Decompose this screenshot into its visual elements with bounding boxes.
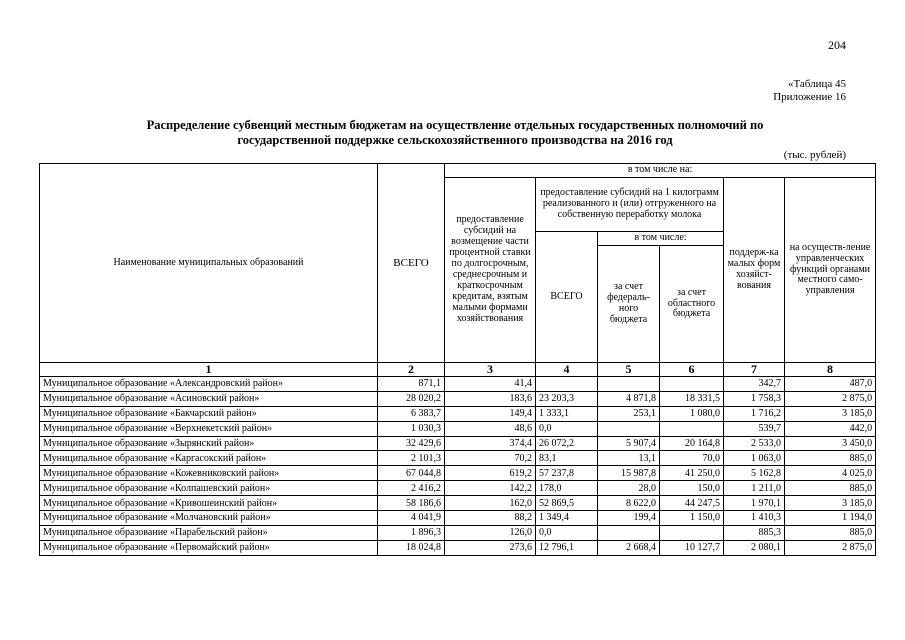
milk-total-cell bbox=[536, 377, 598, 392]
interest-cell: 48,6 bbox=[445, 421, 536, 436]
milk-total-cell: 23 203,3 bbox=[536, 391, 598, 406]
header-interest-subsidy: предоставление субсидий на возмещение части процентной ставки по долгосрочным, среднесрочным и краткосрочным кредитам, взятым малыми формами хозяйствования bbox=[445, 178, 536, 363]
small-forms-cell: 1 970,1 bbox=[724, 496, 785, 511]
milk-total-cell: 0,0 bbox=[536, 525, 598, 540]
small-forms-cell: 1 211,0 bbox=[724, 481, 785, 496]
table-row bbox=[40, 406, 876, 421]
table-row bbox=[40, 511, 876, 526]
regional-cell bbox=[660, 377, 724, 392]
table-row bbox=[40, 391, 876, 406]
milk-total-cell: 83,1 bbox=[536, 451, 598, 466]
municipality-cell: Муниципальное образование «Каргасокский район» bbox=[40, 451, 378, 466]
milk-total-cell: 12 796,1 bbox=[536, 540, 598, 555]
federal-cell: 199,4 bbox=[598, 511, 660, 526]
table-row bbox=[40, 466, 876, 481]
management-cell: 885,0 bbox=[785, 525, 876, 540]
management-cell: 3 185,0 bbox=[785, 496, 876, 511]
municipality-cell: Муниципальное образование «Парабельский район» bbox=[40, 525, 378, 540]
municipality-cell: Муниципальное образование «Кожевниковский район» bbox=[40, 466, 378, 481]
title-line-1: Распределение субвенций местным бюджетам на осуществление отдельных государственных полномочий по bbox=[146, 118, 764, 132]
header-milk-including: в том числе: bbox=[598, 232, 724, 246]
management-cell: 885,0 bbox=[785, 451, 876, 466]
interest-cell: 88,2 bbox=[445, 511, 536, 526]
header-milk-total: ВСЕГО bbox=[536, 232, 598, 363]
municipality-cell: Муниципальное образование «Кривошеинский район» bbox=[40, 496, 378, 511]
management-cell: 885,0 bbox=[785, 481, 876, 496]
column-number: 1 bbox=[40, 363, 378, 377]
federal-cell: 15 987,8 bbox=[598, 466, 660, 481]
municipality-cell: Муниципальное образование «Верхнекетский район» bbox=[40, 421, 378, 436]
column-number-row bbox=[40, 363, 876, 377]
regional-cell: 70,0 bbox=[660, 451, 724, 466]
header-regional: за счет областного бюджета bbox=[660, 246, 724, 363]
federal-cell bbox=[598, 377, 660, 392]
management-cell: 3 450,0 bbox=[785, 436, 876, 451]
interest-cell: 70,2 bbox=[445, 451, 536, 466]
municipality-cell: Муниципальное образование «Асиновский район» bbox=[40, 391, 378, 406]
total-cell: 2 416,2 bbox=[378, 481, 445, 496]
municipality-cell: Муниципальное образование «Зырянский район» bbox=[40, 436, 378, 451]
header-small-forms: поддерж-ка малых форм хозяйст-вования bbox=[724, 178, 785, 363]
total-cell: 18 024,8 bbox=[378, 540, 445, 555]
management-cell: 4 025,0 bbox=[785, 466, 876, 481]
management-cell: 442,0 bbox=[785, 421, 876, 436]
total-cell: 58 186,6 bbox=[378, 496, 445, 511]
small-forms-cell: 2 533,0 bbox=[724, 436, 785, 451]
federal-cell: 13,1 bbox=[598, 451, 660, 466]
milk-total-cell: 0,0 bbox=[536, 421, 598, 436]
management-cell: 487,0 bbox=[785, 377, 876, 392]
column-number: 5 bbox=[598, 363, 660, 377]
federal-cell: 8 622,0 bbox=[598, 496, 660, 511]
milk-total-cell: 57 237,8 bbox=[536, 466, 598, 481]
column-number: 4 bbox=[536, 363, 598, 377]
municipality-cell: Муниципальное образование «Первомайский район» bbox=[40, 540, 378, 555]
municipality-cell: Муниципальное образование «Молчановский район» bbox=[40, 511, 378, 526]
header-municipality: Наименование муниципальных образований bbox=[40, 164, 378, 363]
table-row bbox=[40, 496, 876, 511]
page-number: 204 bbox=[828, 38, 846, 52]
units-label: (тыс. рублей) bbox=[783, 149, 846, 161]
header-including: в том числе на: bbox=[445, 164, 876, 178]
table-row bbox=[40, 377, 876, 392]
milk-total-cell: 26 072,2 bbox=[536, 436, 598, 451]
interest-cell: 41,4 bbox=[445, 377, 536, 392]
small-forms-cell: 5 162,8 bbox=[724, 466, 785, 481]
regional-cell: 18 331,5 bbox=[660, 391, 724, 406]
regional-cell: 150,0 bbox=[660, 481, 724, 496]
regional-cell bbox=[660, 525, 724, 540]
milk-total-cell: 1 349,4 bbox=[536, 511, 598, 526]
column-number: 2 bbox=[378, 363, 445, 377]
management-cell: 3 185,0 bbox=[785, 406, 876, 421]
federal-cell: 4 871,8 bbox=[598, 391, 660, 406]
federal-cell: 28,0 bbox=[598, 481, 660, 496]
table-row bbox=[40, 421, 876, 436]
table-row bbox=[40, 540, 876, 555]
interest-cell: 183,6 bbox=[445, 391, 536, 406]
regional-cell: 1 080,0 bbox=[660, 406, 724, 421]
document-title bbox=[80, 118, 830, 148]
header-federal: за счет федераль-ного бюджета bbox=[598, 246, 660, 363]
milk-total-cell: 178,0 bbox=[536, 481, 598, 496]
regional-cell: 41 250,0 bbox=[660, 466, 724, 481]
small-forms-cell: 1 716,2 bbox=[724, 406, 785, 421]
total-cell: 6 383,7 bbox=[378, 406, 445, 421]
subsidy-table bbox=[39, 163, 876, 556]
small-forms-cell: 1 758,3 bbox=[724, 391, 785, 406]
small-forms-cell: 2 080,1 bbox=[724, 540, 785, 555]
interest-cell: 142,2 bbox=[445, 481, 536, 496]
small-forms-cell: 539,7 bbox=[724, 421, 785, 436]
total-cell: 67 044,8 bbox=[378, 466, 445, 481]
header-total: ВСЕГО bbox=[378, 164, 445, 363]
municipality-cell: Муниципальное образование «Колпашевский район» bbox=[40, 481, 378, 496]
management-cell: 1 194,0 bbox=[785, 511, 876, 526]
table-caption: «Таблица 45 bbox=[787, 78, 846, 90]
title-line-2: государственной поддержке сельскохозяйственного производства на 2016 год bbox=[237, 133, 673, 147]
table-row bbox=[40, 525, 876, 540]
column-number: 6 bbox=[660, 363, 724, 377]
interest-cell: 273,6 bbox=[445, 540, 536, 555]
management-cell: 2 875,0 bbox=[785, 540, 876, 555]
header-milk-subsidy: предоставление субсидий на 1 килограмм реализованного и (или) отгруженного на собственную переработку молока bbox=[536, 178, 724, 232]
small-forms-cell: 342,7 bbox=[724, 377, 785, 392]
total-cell: 2 101,3 bbox=[378, 451, 445, 466]
appendix-caption: Приложение 16 bbox=[773, 91, 846, 103]
small-forms-cell: 1 063,0 bbox=[724, 451, 785, 466]
column-number: 3 bbox=[445, 363, 536, 377]
table-row bbox=[40, 436, 876, 451]
federal-cell: 5 907,4 bbox=[598, 436, 660, 451]
total-cell: 4 041,9 bbox=[378, 511, 445, 526]
regional-cell: 1 150,0 bbox=[660, 511, 724, 526]
column-number: 7 bbox=[724, 363, 785, 377]
municipality-cell: Муниципальное образование «Бакчарский район» bbox=[40, 406, 378, 421]
milk-total-cell: 52 869,5 bbox=[536, 496, 598, 511]
regional-cell bbox=[660, 421, 724, 436]
total-cell: 32 429,6 bbox=[378, 436, 445, 451]
regional-cell: 10 127,7 bbox=[660, 540, 724, 555]
small-forms-cell: 1 410,3 bbox=[724, 511, 785, 526]
interest-cell: 374,4 bbox=[445, 436, 536, 451]
total-cell: 1 030,3 bbox=[378, 421, 445, 436]
federal-cell: 253,1 bbox=[598, 406, 660, 421]
interest-cell: 126,0 bbox=[445, 525, 536, 540]
interest-cell: 619,2 bbox=[445, 466, 536, 481]
total-cell: 871,1 bbox=[378, 377, 445, 392]
federal-cell bbox=[598, 525, 660, 540]
federal-cell bbox=[598, 421, 660, 436]
small-forms-cell: 885,3 bbox=[724, 525, 785, 540]
management-cell: 2 875,0 bbox=[785, 391, 876, 406]
regional-cell: 20 164,8 bbox=[660, 436, 724, 451]
municipality-cell: Муниципальное образование «Александровский район» bbox=[40, 377, 378, 392]
column-number: 8 bbox=[785, 363, 876, 377]
table-row bbox=[40, 451, 876, 466]
interest-cell: 149,4 bbox=[445, 406, 536, 421]
total-cell: 1 896,3 bbox=[378, 525, 445, 540]
total-cell: 28 020,2 bbox=[378, 391, 445, 406]
table-row bbox=[40, 481, 876, 496]
interest-cell: 162,0 bbox=[445, 496, 536, 511]
federal-cell: 2 668,4 bbox=[598, 540, 660, 555]
header-management: на осуществ-ление управленческих функций органами местного само-управления bbox=[785, 178, 876, 363]
regional-cell: 44 247,5 bbox=[660, 496, 724, 511]
milk-total-cell: 1 333,1 bbox=[536, 406, 598, 421]
